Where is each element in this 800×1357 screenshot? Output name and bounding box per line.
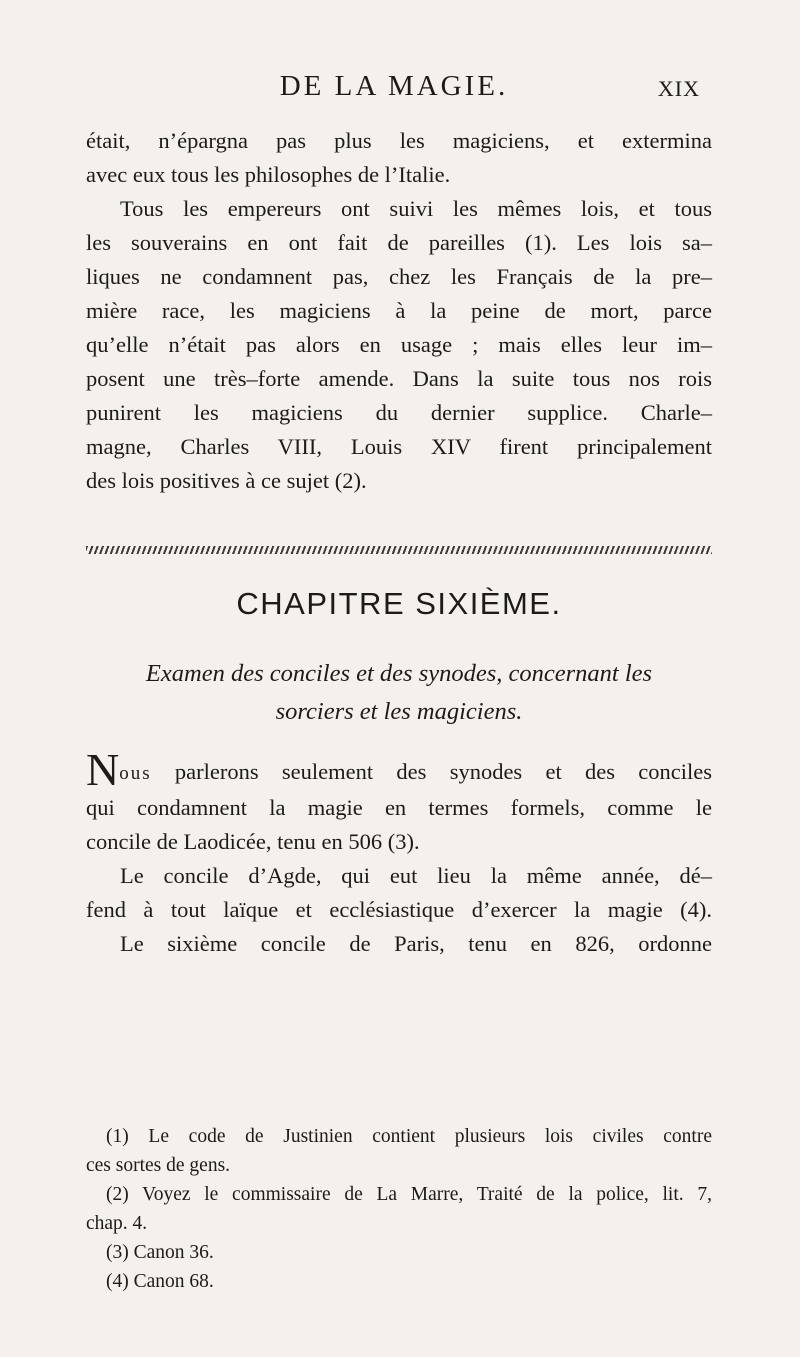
text-line: des lois positives à ce sujet (2). (86, 468, 367, 493)
subtitle-line: sorciers et les magiciens. (275, 698, 523, 725)
text-line: les souverains en ont fait de pareilles (1). Les lois sa– (86, 230, 712, 255)
text-line: magne, Charles VIII, Louis XIV firent principalement (86, 434, 712, 459)
text-line: Tous les empereurs ont suivi les mêmes lois, et tous (120, 196, 712, 221)
footnote: (1) Le code de Justinien contient plusieurs lois civiles contre (106, 1126, 712, 1147)
small-caps-word: ous (119, 763, 152, 784)
text-line: qu’elle n’était pas alors en usage ; mais elles leur im– (86, 332, 712, 357)
text-line: fend à tout laïque et ecclésiastique d’exercer la magie (4). (86, 897, 712, 922)
footnote: (2) Voyez le commissaire de La Marre, Traité de la police, lit. 7, (106, 1184, 712, 1205)
text-line: liques ne condamnent pas, chez les Français de la pre– (86, 264, 712, 289)
text-line: concile de Laodicée, tenu en 506 (3). (86, 829, 420, 854)
text-line: mière race, les magiciens à la peine de mort, parce (86, 298, 712, 323)
drop-cap: N (86, 744, 120, 795)
running-title: DE LA MAGIE. (279, 70, 509, 102)
text-line: Le concile d’Agde, qui eut lieu la même année, dé– (120, 863, 712, 888)
footnotes (86, 1122, 712, 1296)
body-text-top (86, 124, 712, 498)
text-line: qui condamnent la magie en termes formels, comme le (86, 795, 712, 820)
text-line: avec eux tous les philosophes de l’Italie. (86, 162, 451, 187)
page-number: XIX (657, 76, 700, 101)
footnote-continued: ces sortes de gens. (86, 1155, 231, 1176)
ornamental-divider (86, 546, 712, 554)
chapter-subtitle (86, 655, 712, 731)
subtitle-line: Examen des conciles et des synodes, concernant les (145, 660, 653, 687)
text-line: Le sixième concile de Paris, tenu en 826, ordonne (120, 931, 712, 956)
body-text-bottom (86, 744, 712, 961)
text-line-first (86, 744, 712, 795)
footnote: (3) Canon 36. (106, 1242, 214, 1263)
footnote: (4) Canon 68. (106, 1271, 214, 1292)
text-line: posent une très–forte amende. Dans la suite tous nos rois (86, 366, 712, 391)
text-line: était, n’épargna pas plus les magiciens, et extermina (86, 128, 712, 153)
chapter-title: CHAPITRE SIXIÈME. (236, 586, 562, 621)
text-fragment: parlerons seulement des synodes et des conciles (151, 759, 712, 784)
footnote-continued: chap. 4. (86, 1213, 148, 1234)
running-head (88, 70, 700, 110)
text-line: punirent les magiciens du dernier supplice. Charle– (86, 400, 712, 425)
